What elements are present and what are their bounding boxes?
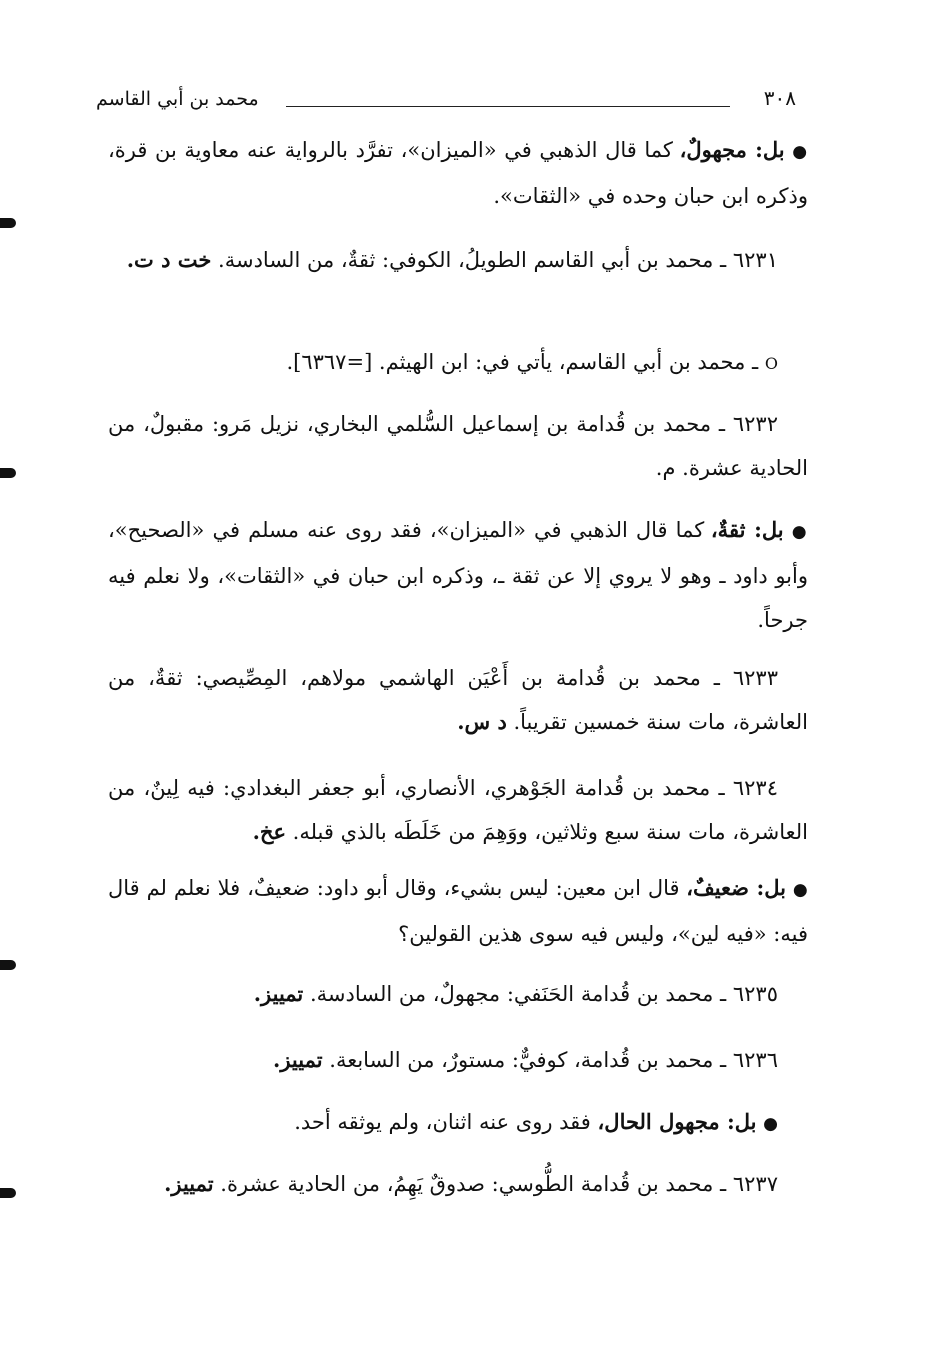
entry-paragraph	[108, 238, 808, 282]
entry-text: ٦٢٣٤ ـ محمد بن قُدامة الجَوْهري، الأنصاري، أبو جعفر البغدادي: فيه لِينٌ، من العاشرة، مات سنة سبع وثلاثين، ووَهِمَ من خَلَطَه بالذي قبله.	[108, 776, 808, 844]
entry-paragraph	[108, 1162, 808, 1206]
cross-reference-text: ـ محمد بن أبي القاسم، يأتي في: ابن الهيثم. [=٦٣٦٧].	[286, 350, 759, 374]
entry-paragraph	[108, 656, 808, 744]
scan-edge-mark	[0, 1188, 16, 1198]
circle-icon: O	[764, 354, 778, 373]
entry-text: ٦٢٣١ ـ محمد بن أبي القاسم الطويلُ، الكوفي: ثقةٌ، من السادسة.	[211, 248, 778, 272]
scan-edge-mark	[0, 218, 16, 228]
commentary-lead: بل: مجهول الحال،	[597, 1109, 757, 1134]
page-number: ٣٠٨	[763, 86, 796, 110]
entry-symbols: تمييز.	[164, 1171, 214, 1196]
commentary-text: كما قال الذهبي في «الميزان»، فقد روى عنه مسلم في «الصحيح»، وأبو داود ـ وهو لا يروي إلا عن ثقة ـ، وذكره ابن حبان في «الثقات»، ولا نعلم فيه جرحاً.	[108, 518, 808, 632]
scan-edge-mark	[0, 960, 16, 970]
commentary-paragraph	[108, 508, 808, 642]
entry-paragraph	[108, 1038, 808, 1082]
entry-symbols: تمييز.	[273, 1047, 323, 1072]
entry-symbols: عخ.	[252, 819, 286, 844]
entry-paragraph	[108, 972, 808, 1016]
entry-symbols: د س.	[457, 709, 507, 734]
cross-reference	[108, 340, 808, 386]
commentary-text: قال ابن معين: ليس بشيء، وقال أبو داود: ضعيفٌ، فلا نعلم لم قال فيه: «فيه لين»، وليس فيه سوى هذين القولين؟	[108, 876, 808, 946]
header-rule	[286, 106, 730, 107]
entry-text: ٦٢٣٣ ـ محمد بن قُدامة بن أَعْيَن الهاشمي مولاهم، المِصِّيصي: ثقةٌ، من العاشرة، مات سنة خمسين تقريباً.	[108, 666, 808, 734]
commentary-lead: بل: ثقةٌ،	[710, 517, 784, 542]
commentary-paragraph	[108, 866, 808, 956]
commentary-text: فقد روى عنه اثنان، ولم يوثقه أحد.	[294, 1110, 598, 1134]
commentary-paragraph	[108, 128, 808, 218]
entry-paragraph	[108, 766, 808, 854]
entry-paragraph	[108, 402, 808, 490]
running-title: محمد بن أبي القاسم	[96, 88, 259, 110]
commentary-lead: بل: مجهولٌ،	[679, 137, 785, 162]
entry-text: ٦٢٣٢ ـ محمد بن قُدامة بن إسماعيل السُّلمي البخاري، نزيل مَرو: مقبولٌ، من الحادية عشرة. م.	[108, 412, 808, 480]
scan-edge-mark	[0, 468, 16, 478]
bullet-icon: ●	[791, 522, 808, 542]
bullet-icon: ●	[792, 142, 808, 162]
commentary-lead: بل: ضعيفٌ،	[686, 875, 787, 900]
commentary-text: كما قال الذهبي في «الميزان»، تفرَّد بالرواية عنه معاوية بن قرة، وذكره ابن حبان وحده في «الثقات».	[108, 138, 808, 208]
commentary-paragraph	[108, 1100, 808, 1146]
page-header	[96, 86, 796, 122]
entry-text: ٦٢٣٥ ـ محمد بن قُدامة الحَنَفي: مجهولٌ، من السادسة.	[303, 982, 778, 1006]
bullet-icon: ●	[763, 1114, 778, 1134]
entry-text: ٦٢٣٦ ـ محمد بن قُدامة، كوفيٌّ: مستورٌ، من السابعة.	[322, 1048, 778, 1072]
entry-symbols: تمييز.	[253, 981, 304, 1006]
entry-symbols: خت د ت.	[126, 247, 212, 272]
bullet-icon: ●	[792, 880, 808, 900]
entry-text: ٦٢٣٧ ـ محمد بن قُدامة الطُّوسي: صدوقٌ يَهِمُ، من الحادية عشرة.	[213, 1172, 778, 1196]
